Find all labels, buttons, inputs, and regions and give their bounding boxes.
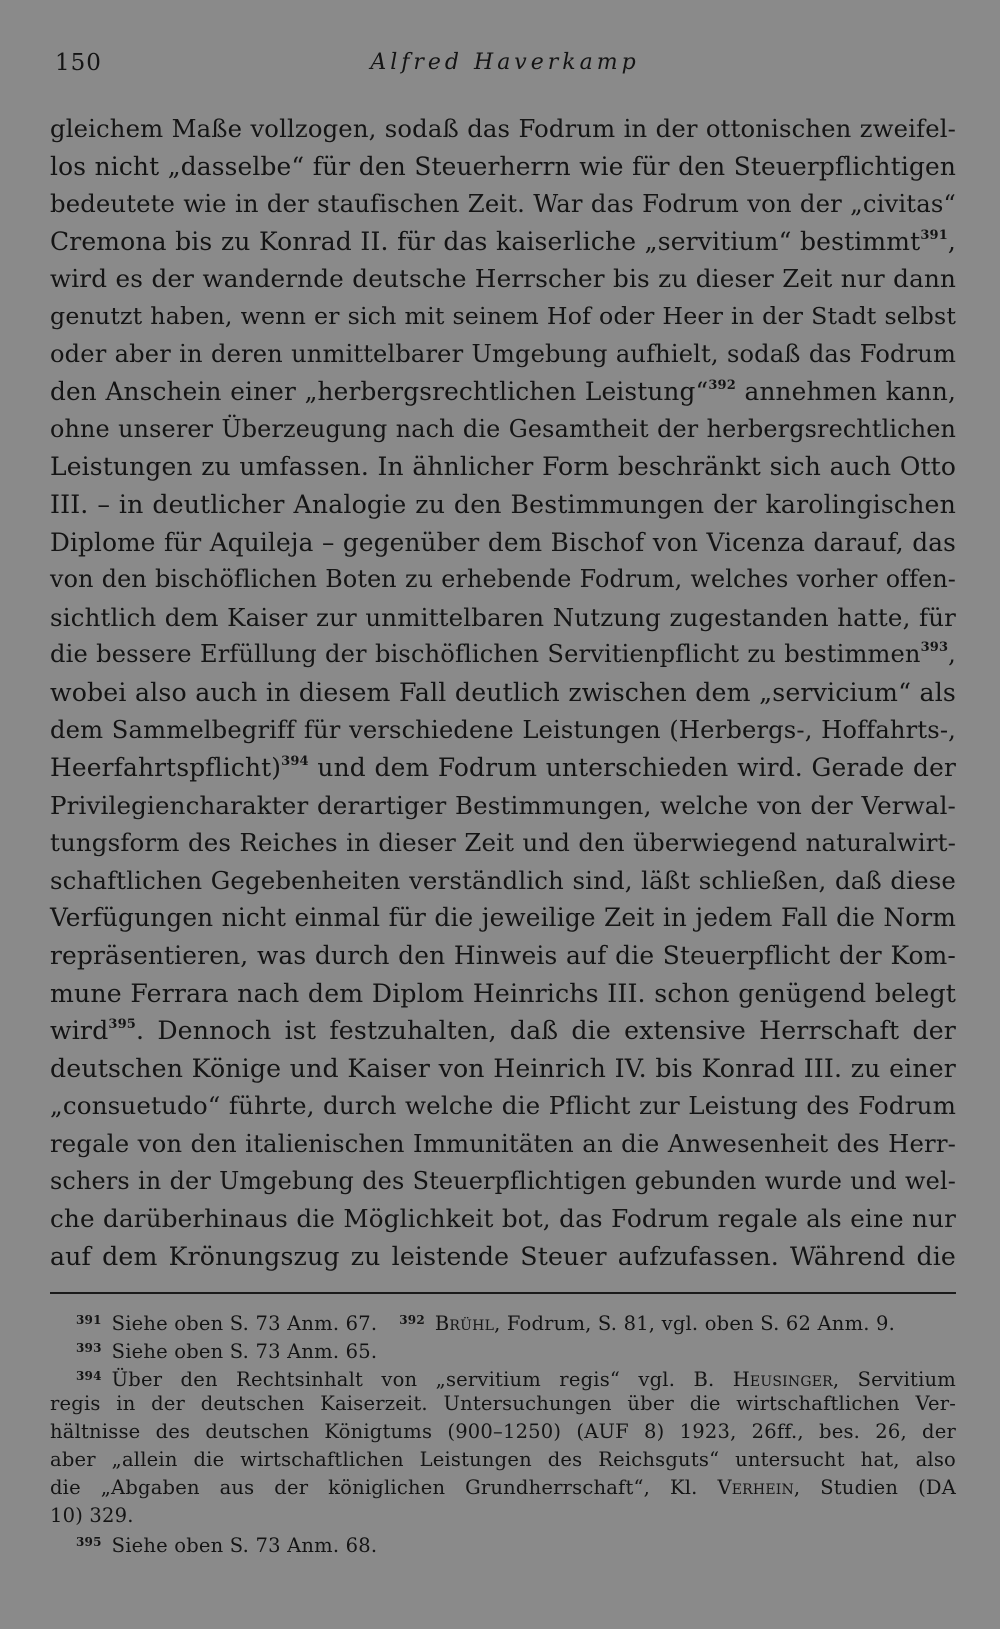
body-line: [50, 674, 956, 712]
body-text-segment: tungsform des Reiches in dieser Zeit und den überwiegend naturalwirt-: [50, 828, 956, 858]
body-text-segment: genutzt haben, wenn er sich mit seinem Hof oder Heer in der Stadt selbst: [50, 301, 956, 330]
body-line: [50, 148, 956, 186]
footnote-line-395: [50, 1529, 956, 1557]
body-line: [50, 110, 956, 148]
body-line: [50, 1087, 956, 1125]
body-text-segment: Heerfahrtspflicht): [50, 753, 282, 783]
footnote-394-line-1: [50, 1363, 956, 1391]
running-head-author: Alfred Haverkamp: [370, 50, 640, 75]
body-text-segment: schaftlichen Gegebenheiten verständlich sind, läßt schließen, daß diese: [50, 865, 956, 895]
body-line: [50, 975, 956, 1013]
body-text-segment: wobei also auch in diesem Fall deutlich zwischen dem „servicium“ als: [50, 677, 956, 707]
footnote-reference: 391: [920, 227, 948, 243]
body-line: [50, 223, 956, 261]
body-line: [50, 486, 956, 524]
footnote-394-line-5-text-b: , Studien (DA: [793, 1475, 956, 1499]
footnote-reference: 393: [920, 640, 949, 656]
body-text-segment: . Dennoch ist festzuhalten, daß die extensive Herrschaft der: [135, 1016, 956, 1046]
body-text-segment: und dem Fodrum unterschieden wird. Gerade der: [308, 753, 956, 783]
body-text-segment: bedeutete wie in der staufischen Zeit. War das Fodrum von der „civitas“: [50, 189, 956, 219]
body-line: [50, 1163, 956, 1201]
body-line: [50, 336, 956, 374]
footnote-text-392: , Fodrum, S. 81, vgl. oben S. 62 Anm. 9.: [494, 1312, 896, 1335]
body-text-segment: Cremona bis zu Konrad II. für das kaiserliche „servitium“ bestimmt: [50, 226, 921, 256]
footnotes: [50, 1307, 956, 1557]
footnote-394-line-3: hältnisse des deutschen Königtums (900–1250) (AUF 8) 1923, 26ff., bes. 26, der: [50, 1420, 956, 1444]
body-text-segment: schers in der Umgebung des Steuerpflichtigen gebunden wurde und wel-: [50, 1166, 956, 1195]
body-text-segment: ohne unserer Überzeugung nach die Gesamtheit der herbergsrechtlichen: [50, 414, 956, 443]
footnote-author-bruehl: Brühl: [434, 1312, 495, 1335]
body-line: [50, 1050, 956, 1088]
body-line: [50, 824, 956, 862]
body-text-segment: Privilegiencharakter derartiger Bestimmungen, welche von der Verwal-: [50, 790, 956, 820]
footnote-author-verhein: Verhein: [717, 1475, 794, 1499]
body-line: [50, 298, 956, 336]
footnote-separator-rule: [50, 1292, 956, 1294]
body-text-segment: Leistungen zu umfassen. In ähnlicher Form beschränkt sich auch Otto: [50, 452, 956, 482]
body-text-segment: los nicht „dasselbe“ für den Steuerherrn wie für den Steuerpflichtigen: [50, 151, 956, 181]
body-line: [50, 1238, 956, 1276]
body-text-segment: che darüberhinaus die Möglichkeit bot, das Fodrum regale als eine nur: [50, 1204, 956, 1234]
footnote-number-391: 391: [76, 1313, 102, 1327]
body-line: [50, 260, 956, 298]
footnote-number-394: 394: [76, 1368, 102, 1383]
body-text-segment: gleichem Maße vollzogen, sodaß das Fodrum in der ottonischen zweifel-: [50, 114, 956, 143]
body-line: [50, 1200, 956, 1238]
body-text-segment: „consuetudo“ führte, durch welche die Pflicht zur Leistung des Fodrum: [50, 1091, 956, 1121]
body-line: [50, 899, 956, 937]
body-line: [50, 561, 956, 599]
body-line: [50, 862, 956, 900]
footnote-text-393: Siehe oben S. 73 Anm. 65.: [111, 1339, 378, 1363]
body-text: [50, 110, 956, 1275]
footnote-394-text-b: , Servitium: [832, 1367, 956, 1391]
footnote-text-395: Siehe oben S. 73 Anm. 68.: [111, 1534, 378, 1558]
body-line: [50, 448, 956, 486]
body-text-segment: III. – in deutlicher Analogie zu den Bestimmungen der karolingischen: [50, 489, 956, 519]
body-line: [50, 411, 956, 449]
body-line: [50, 185, 956, 223]
body-text-segment: Diplome für Aquileja – gegenüber dem Bischof von Vicenza darauf, das: [50, 527, 956, 557]
body-text-segment: ,: [948, 640, 956, 669]
body-text-segment: wird: [50, 1016, 109, 1046]
body-text-segment: dem Sammelbegriff für verschiedene Leistungen (Herbergs-, Hoffahrts-,: [50, 715, 956, 744]
body-line: [50, 524, 956, 562]
page-header: [55, 50, 955, 84]
body-line: [50, 1012, 956, 1050]
body-text-segment: ,: [947, 226, 956, 256]
body-text-segment: sichtlich dem Kaiser zur unmittelbaren Nutzung zugestanden hatte, für: [50, 602, 956, 632]
body-line: [50, 712, 956, 750]
footnote-394-line-5: [50, 1474, 956, 1502]
footnote-author-heusinger: Heusinger: [732, 1367, 833, 1391]
body-line: [50, 787, 956, 825]
body-line: [50, 749, 956, 787]
footnote-394-line-6: 10) 329.: [50, 1503, 134, 1527]
body-text-segment: annehmen kann,: [735, 377, 956, 407]
body-line: [50, 1125, 956, 1163]
footnote-number-393: 393: [76, 1340, 102, 1355]
body-text-segment: wird es der wandernde deutsche Herrscher bis zu dieser Zeit nur dann: [50, 264, 956, 294]
footnote-number-395: 395: [76, 1535, 102, 1550]
body-line: [50, 636, 956, 674]
footnote-number-392: 392: [399, 1313, 425, 1327]
footnote-reference: 395: [108, 1017, 136, 1033]
body-text-segment: mune Ferrara nach dem Diplom Heinrichs III. schon genügend belegt: [50, 978, 956, 1008]
footnote-text-391: Siehe oben S. 73 Anm. 67.: [111, 1312, 378, 1335]
footnote-394-line-5-text-a: die „Abgaben aus der königlichen Grundherrschaft“, Kl.: [50, 1475, 718, 1499]
body-text-segment: die bessere Erfüllung der bischöflichen Servitienpflicht zu bestimmen: [50, 640, 921, 669]
body-text-segment: von den bischöflichen Boten zu erhebende Fodrum, welches vorher offen-: [50, 565, 956, 594]
footnote-394-line-2: regis in der deutschen Kaiserzeit. Untersuchungen über die wirtschaftlichen Ver-: [50, 1392, 956, 1416]
body-line: [50, 937, 956, 975]
body-text-segment: regale von den italienischen Immunitäten an die Anwesenheit des Herr-: [50, 1129, 956, 1159]
body-text-segment: oder aber in deren unmittelbarer Umgebung aufhielt, sodaß das Fodrum: [50, 339, 956, 368]
body-line: [50, 373, 956, 411]
footnote-reference: 394: [281, 754, 309, 770]
body-text-segment: deutschen Könige und Kaiser von Heinrich IV. bis Konrad III. zu einer: [50, 1053, 956, 1083]
footnote-line-393: [50, 1335, 956, 1363]
footnote-line-391-392: [50, 1307, 956, 1335]
footnote-reference: 392: [708, 378, 736, 394]
body-line: [50, 599, 956, 637]
body-text-segment: Verfügungen nicht einmal für die jeweilige Zeit in jedem Fall die Norm: [50, 903, 956, 933]
body-text-segment: den Anschein einer „herbergsrechtlichen Leistung“: [50, 377, 709, 407]
body-text-segment: auf dem Krönungszug zu leistende Steuer aufzufassen. Während die: [50, 1241, 956, 1271]
footnote-394-line-4: aber „allein die wirtschaftlichen Leistungen des Reichsguts“ untersucht hat, also: [50, 1447, 956, 1471]
footnote-394-text-a: Über den Rechtsinhalt von „servitium regis“ vgl. B.: [111, 1367, 733, 1391]
page-number: 150: [55, 50, 102, 76]
body-text-segment: repräsentieren, was durch den Hinweis auf die Steuerpflicht der Kom-: [50, 941, 956, 971]
